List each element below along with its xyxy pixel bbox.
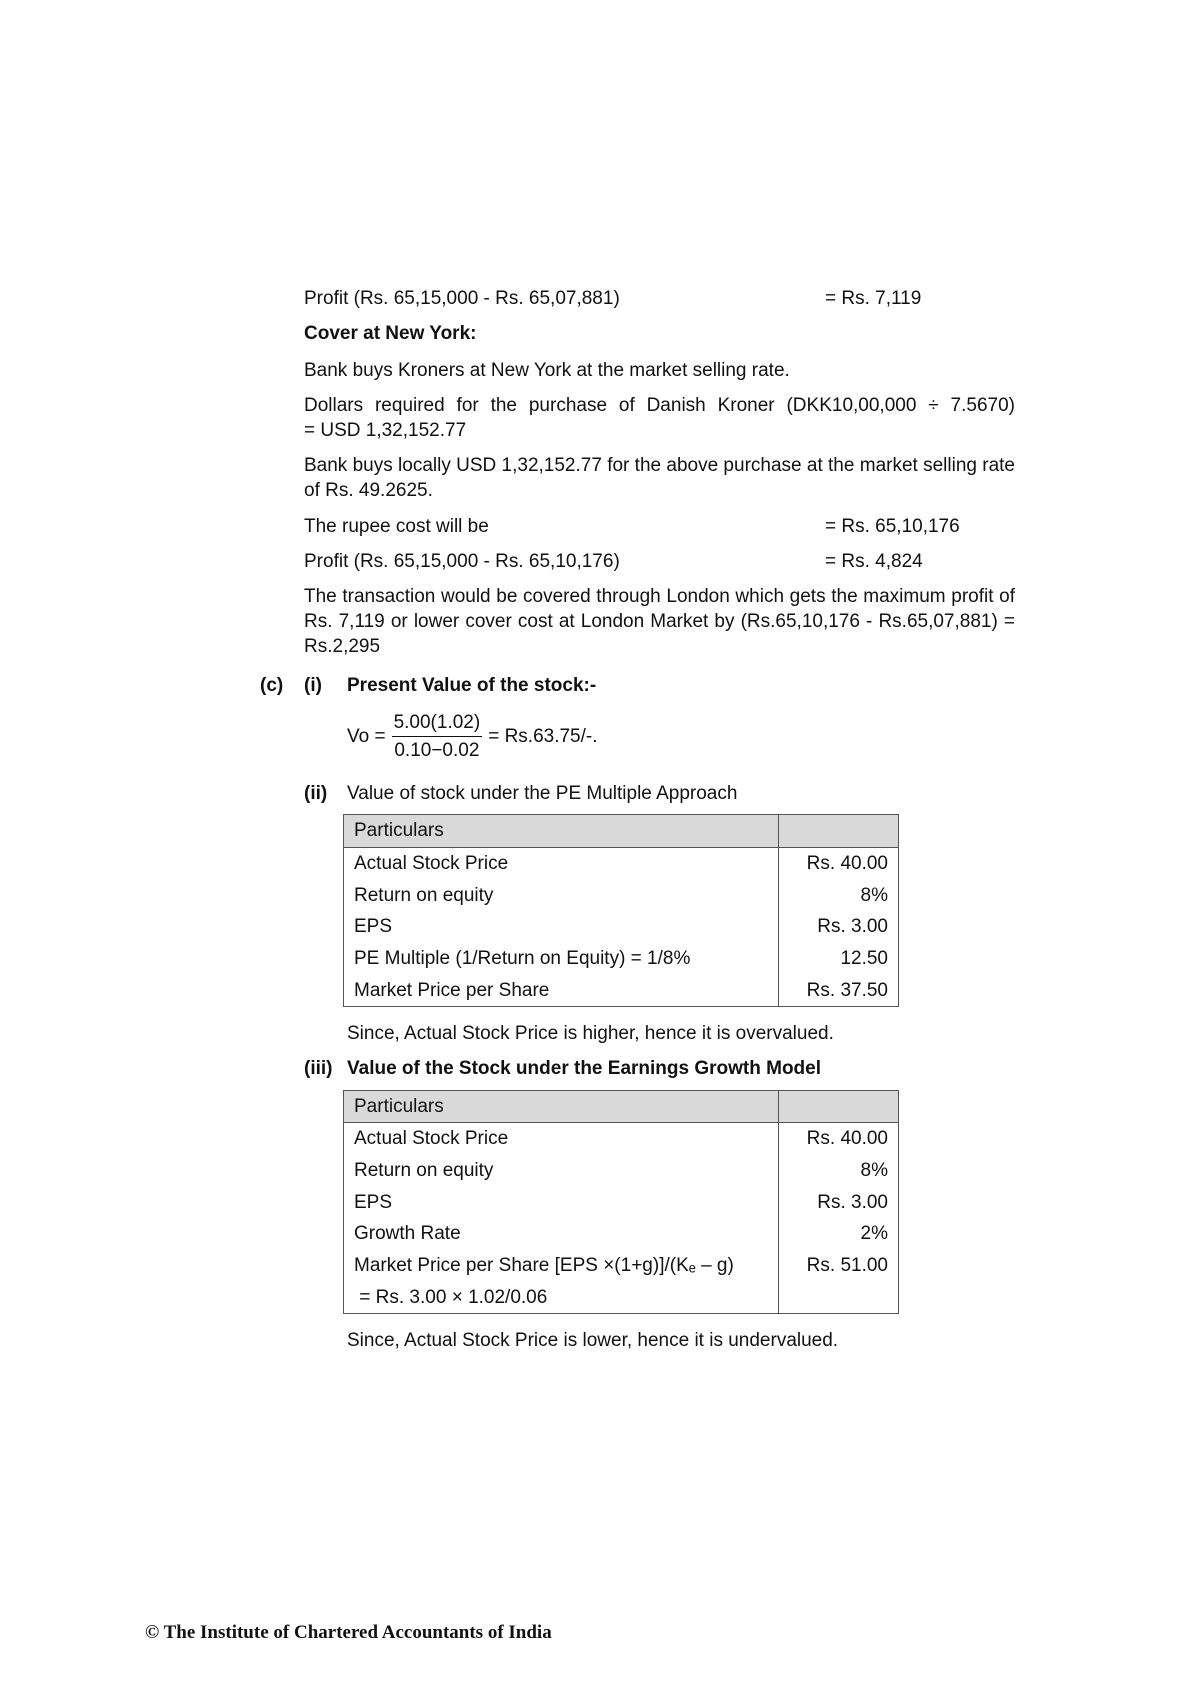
rupee-cost-line <box>304 514 1015 539</box>
table-header-particulars: Particulars <box>344 815 779 848</box>
part-c-ii-label: (ii) <box>304 783 328 805</box>
row-value: 8% <box>779 880 899 912</box>
table-header-amount <box>779 815 899 848</box>
part-c-i-heading-line <box>260 673 1015 698</box>
new-york-profit-label: Profit (Rs. 65,15,000 - Rs. 65,10,176) <box>304 550 620 572</box>
part-c-iii-heading: Value of the Stock under the Earnings Growth Model <box>347 1058 821 1080</box>
rupee-cost-label: The rupee cost will be <box>304 515 489 537</box>
part-c-iii-label: (iii) <box>304 1058 333 1080</box>
new-york-para-2-line-1: Dollars required for the purchase of Danish Kroner (DKK10,00,000 ÷ 7.5670) <box>304 395 1015 417</box>
london-profit-line <box>304 286 1015 311</box>
row-label: Market Price per Share [EPS ×(1+g)]/(Kₑ – g) <box>344 1250 779 1282</box>
row-value: Rs. 3.00 <box>779 911 899 943</box>
row-label: = Rs. 3.00 × 1.02/0.06 <box>344 1282 779 1314</box>
table-row <box>344 1282 899 1314</box>
row-value: Rs. 37.50 <box>779 975 899 1007</box>
table-header-row <box>344 1090 899 1123</box>
pe-multiple-table <box>343 814 899 1007</box>
part-c-ii-heading: Value of stock under the PE Multiple Approach <box>347 783 738 805</box>
present-value-formula <box>304 710 1015 763</box>
row-label: Return on equity <box>344 880 779 912</box>
row-label: PE Multiple (1/Return on Equity) = 1/8% <box>344 943 779 975</box>
table-row <box>344 1218 899 1250</box>
row-label: EPS <box>344 911 779 943</box>
content-body <box>260 286 1015 1353</box>
table-row <box>344 847 899 879</box>
table-row <box>344 880 899 912</box>
row-label: Market Price per Share <box>344 975 779 1007</box>
row-label: Growth Rate <box>344 1218 779 1250</box>
row-value: Rs. 40.00 <box>779 1123 899 1155</box>
row-value: Rs. 51.00 <box>779 1250 899 1282</box>
table-row <box>344 975 899 1007</box>
table-row <box>344 1250 899 1282</box>
part-c-i-label: (i) <box>304 674 322 696</box>
row-value: 8% <box>779 1155 899 1187</box>
new-york-profit-line <box>304 549 1015 574</box>
london-profit-value: = Rs. 7,119 <box>825 288 922 309</box>
footer-copyright: © The Institute of Chartered Accountants of India <box>145 1622 552 1643</box>
part-c-label: (c) <box>260 674 284 696</box>
conclusion-paragraph: The transaction would be covered through London which gets the maximum profit of Rs. 7,119 or lower cover cost at London Market by (Rs.65,10,176 - Rs.65,07,881) = Rs.2,295 <box>304 585 1015 657</box>
row-value: 12.50 <box>779 943 899 975</box>
part-c-i-heading: Present Value of the stock:- <box>347 674 597 696</box>
table-header-row <box>344 815 899 848</box>
earnings-growth-table <box>343 1090 899 1315</box>
row-label: Return on equity <box>344 1155 779 1187</box>
new-york-para-3: Bank buys locally USD 1,32,152.77 for the above purchase at the market selling rate of Rs. 49.2625. <box>304 455 1015 502</box>
rupee-cost-value: = Rs. 65,10,176 <box>825 515 960 537</box>
table-row <box>344 943 899 975</box>
part-c-ii-heading-line <box>304 781 1015 806</box>
row-label: EPS <box>344 1187 779 1219</box>
formula-numerator: 5.00(1.02) <box>392 710 483 737</box>
table-row <box>344 1187 899 1219</box>
new-york-profit-value: = Rs. 4,824 <box>825 550 923 572</box>
earnings-growth-note: Since, Actual Stock Price is lower, hence it is undervalued. <box>347 1330 839 1352</box>
row-label: Actual Stock Price <box>344 1123 779 1155</box>
table-header-amount <box>779 1090 899 1123</box>
table-row <box>344 1123 899 1155</box>
new-york-heading: Cover at New York: <box>304 323 477 345</box>
row-label: Actual Stock Price <box>344 847 779 879</box>
formula-denominator: 0.10−0.02 <box>394 740 480 762</box>
table-row <box>344 1155 899 1187</box>
formula-rhs: = Rs.63.75/-. <box>488 726 598 748</box>
row-value: Rs. 40.00 <box>779 847 899 879</box>
pe-multiple-note: Since, Actual Stock Price is higher, hence it is overvalued. <box>347 1023 834 1045</box>
part-c-iii-heading-line <box>304 1056 1015 1081</box>
formula-lhs: Vo = <box>347 726 386 748</box>
row-value: 2% <box>779 1218 899 1250</box>
new-york-para-2-line-2: = USD 1,32,152.77 <box>304 420 467 442</box>
new-york-para-1: Bank buys Kroners at New York at the market selling rate. <box>304 360 790 382</box>
london-profit-label: Profit (Rs. 65,15,000 - Rs. 65,07,881) <box>304 288 620 309</box>
formula-fraction <box>392 710 483 763</box>
row-value: Rs. 3.00 <box>779 1187 899 1219</box>
row-value <box>779 1282 899 1314</box>
table-row <box>344 911 899 943</box>
table-header-particulars: Particulars <box>344 1090 779 1123</box>
